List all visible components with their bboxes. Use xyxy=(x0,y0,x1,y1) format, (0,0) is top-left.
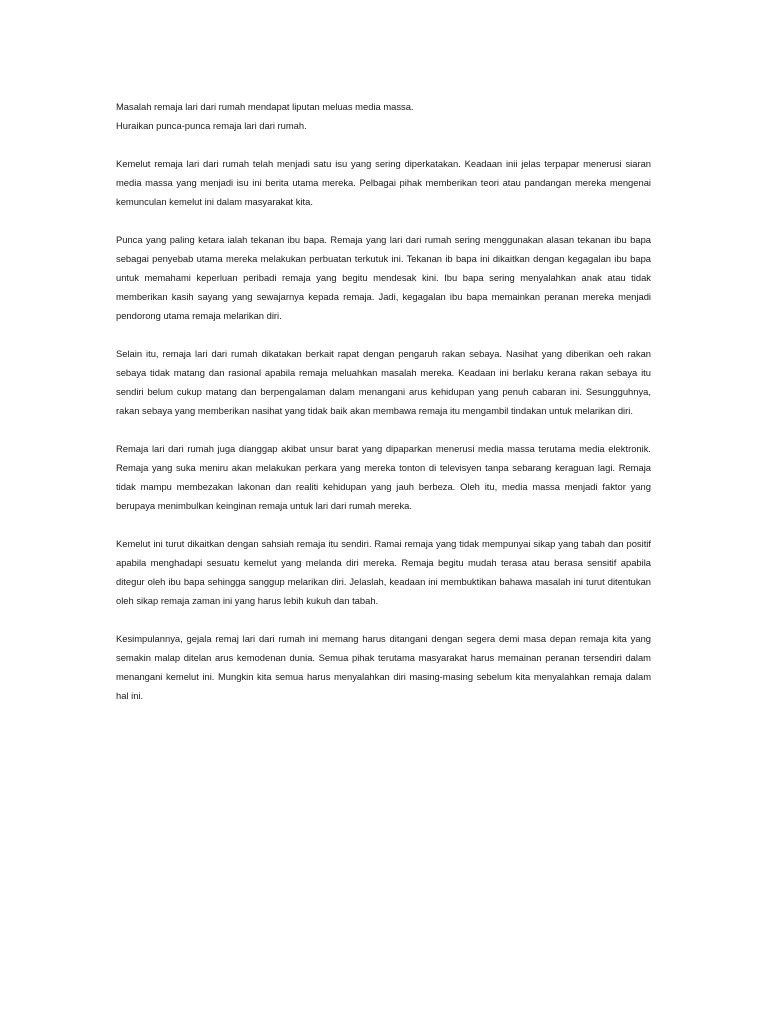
paragraph-parental-pressure: Punca yang paling ketara ialah tekanan ibu bapa. Remaja yang lari dari rumah sering menggunakan alasan tekanan ibu bapa sebagai penyebab utama mereka melakukan perbuatan terkutuk ini. Tekanan ib bapa ini dikaitkan dengan kegagalan ibu bapa untuk memahami keperluan peribadi remaja yang begitu mendesak kini. Ibu bapa sering menyalahkan anak atau tidak memberikan kasih sayang yang sewajarnya kepada remaja. Jadi, kegagalan ibu bapa memainkan peranan mereka menjadi pendorong utama remaja melarikan diri. xyxy=(116,234,651,321)
question-line-1: Masalah remaja lari dari rumah mendapat liputan meluas media massa. xyxy=(116,101,414,112)
paragraph-conclusion: Kesimpulannya, gejala remaj lari dari rumah ini memang harus ditangani dengan segera demi masa depan remaja kita yang semakin malap ditelan arus kemodenan dunia. Semua pihak terutama masyarakat harus memainan peranan tersendiri dalam menangani kemelut ini. Mungkin kita semua harus menyalahkan diri masing-masing sebelum kita menyalahkan remaja dalam hal ini. xyxy=(116,633,651,701)
essay-question xyxy=(116,97,651,135)
essay-content xyxy=(116,97,651,724)
paragraph-personality: Kemelut ini turut dikaitkan dengan sahsiah remaja itu sendiri. Ramai remaja yang tidak mempunyai sikap yang tabah dan positif apabila menghadapi sesuatu kemelut yang melanda diri mereka. Remaja begitu mudah terasa atau berasa sensitif apabila ditegur oleh ibu bapa sehingga sanggup melarikan diri. Jelaslah, keadaan ini membuktikan bahawa masalah ini turut ditentukan oleh sikap remaja zaman ini yang harus lebih kukuh dan tabah. xyxy=(116,538,651,606)
question-line-2: Huraikan punca-punca remaja lari dari rumah. xyxy=(116,120,307,131)
paragraph-introduction: Kemelut remaja lari dari rumah telah menjadi satu isu yang sering diperkatakan. Keadaan inii jelas terpapar menerusi siaran media massa yang menjadi isu ini berita utama mereka. Pelbagai pihak memberikan teori atau pandangan mereka mengenai kemunculan kemelut ini dalam masyarakat kita. xyxy=(116,158,651,207)
paragraph-peer-influence: Selain itu, remaja lari dari rumah dikatakan berkait rapat dengan pengaruh rakan sebaya. Nasihat yang diberikan oeh rakan sebaya tidak matang dan rasional apabila remaja meluahkan masalah mereka. Keadaan ini berlaku kerana rakan sebaya itu sendiri belum cukup matang dan berpengalaman dalam menangani arus kehidupan yang penuh cabaran ini. Sesungguhnya, rakan sebaya yang memberikan nasihat yang tidak baik akan membawa remaja itu mengambil tindakan untuk melarikan diri. xyxy=(116,348,651,416)
paragraph-mass-media: Remaja lari dari rumah juga dianggap akibat unsur barat yang dipaparkan menerusi media massa terutama media elektronik. Remaja yang suka meniru akan melakukan perkara yang mereka tonton di televisyen tanpa sebarang keraguan lagi. Remaja tidak mampu membezakan lakonan dan realiti kehidupan yang jauh berbeza. Oleh itu, media massa menjadi faktor yang berupaya menimbulkan keinginan remaja untuk lari dari rumah mereka. xyxy=(116,443,651,511)
